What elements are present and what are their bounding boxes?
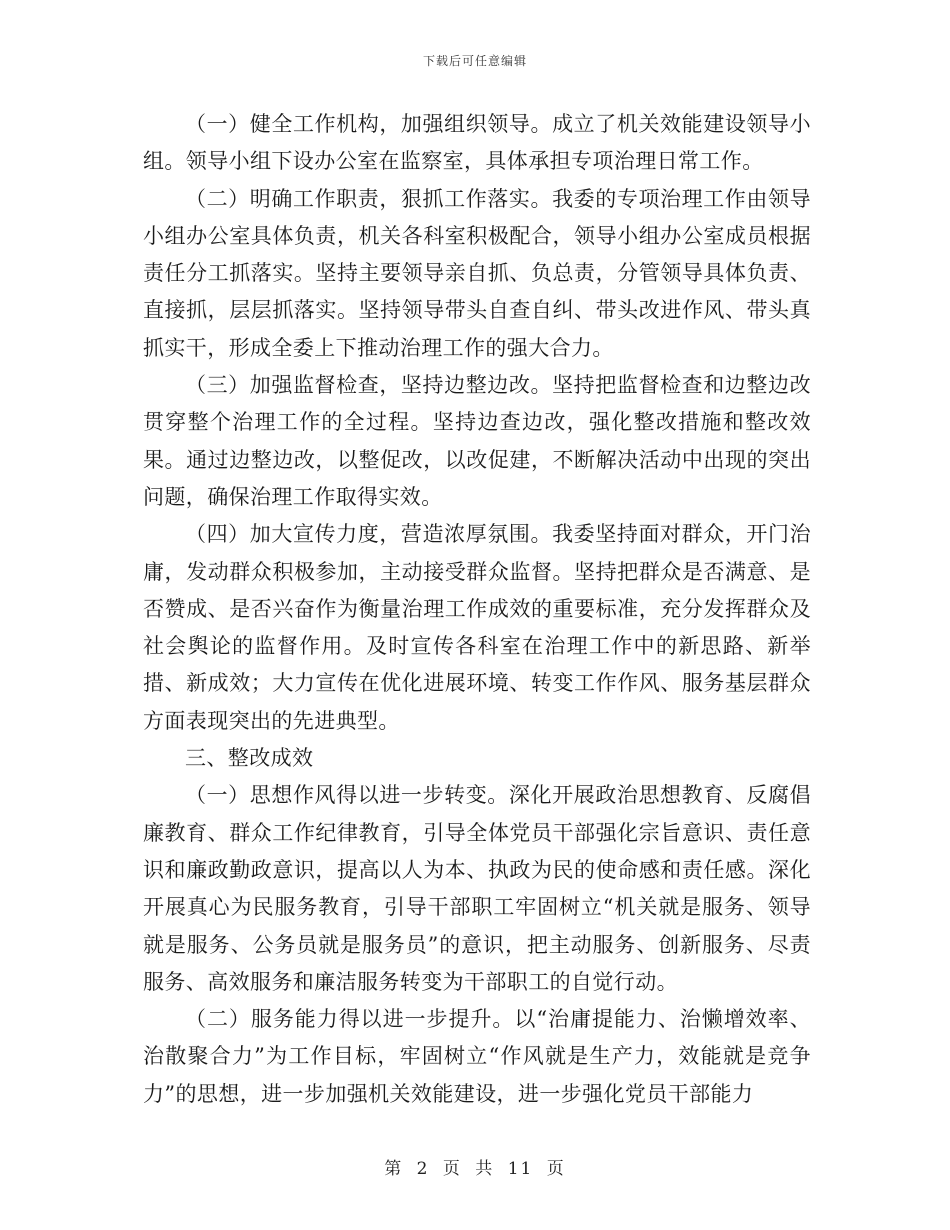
paragraph-ideological-style: （一）思想作风得以进一步转变。深化开展政治思想教育、反腐倡廉教育、群众工作纪律教育，引导全体党员干部强化宗旨意识、责任意识和廉政勤政意识，提高以人为本、执政为民的使命感和责任感。深化开展真心为民服务教育，引导干部职工牢固树立“机关就是服务、领导就是服务、公务员就是服务员”的意识，把主动服务、创新服务、尽责服务、高效服务和廉洁服务转变为干部职工的自觉行动。 bbox=[143, 783, 811, 994]
paragraph-publicity: （四）加大宣传力度，营造浓厚氛围。我委坚持面对群众，开门治庸，发动群众积极参加，主动接受群众监督。坚持把群众是否满意、是否赞成、是否兴奋作为衡量治理工作成效的重要标准，充分发挥群众及社会舆论的监督作用。及时宣传各科室在治理工作中的新思路、新举措、新成效；大力宣传在优化进展环境、转变工作作风、服务基层群众方面表现突出的先进典型。 bbox=[143, 522, 811, 733]
page-number-footer: 第 2 页 共 11 页 bbox=[384, 1159, 566, 1179]
document-body bbox=[143, 106, 811, 1113]
paragraph-responsibilities: （二）明确工作职责，狠抓工作落实。我委的专项治理工作由领导小组办公室具体负责，机关各科室积极配合，领导小组办公室成员根据责任分工抓落实。坚持主要领导亲自抓、负总责，分管领导具体负责、直接抓，层层抓落实。坚持领导带头自查自纠、带头改进作风、带头真抓实干，形成全委上下推动治理工作的强大合力。 bbox=[143, 186, 811, 360]
page-header-note: 下载后可任意编辑 bbox=[422, 54, 527, 68]
paragraph-organization: （一）健全工作机构，加强组织领导。成立了机关效能建设领导小组。领导小组下设办公室在监察室，具体承担专项治理日常工作。 bbox=[143, 112, 811, 174]
paragraph-supervision: （三）加强监督检查，坚持边整边改。坚持把监督检查和边整边改贯穿整个治理工作的全过程。坚持边查边改，强化整改措施和整改效果。通过边整边改，以整促改，以改促建，不断解决活动中出现的突出问题，确保治理工作取得实效。 bbox=[143, 373, 811, 509]
paragraph-service-capability: （二）服务能力得以进一步提升。以“治庸提能力、治懒增效率、治散聚合力”为工作目标，牢固树立“作风就是生产力，效能就是竞争力”的思想，进一步加强机关效能建设，进一步强化党员干部能力 bbox=[143, 1007, 811, 1106]
section-heading-results: 三、整改成效 bbox=[185, 746, 314, 771]
